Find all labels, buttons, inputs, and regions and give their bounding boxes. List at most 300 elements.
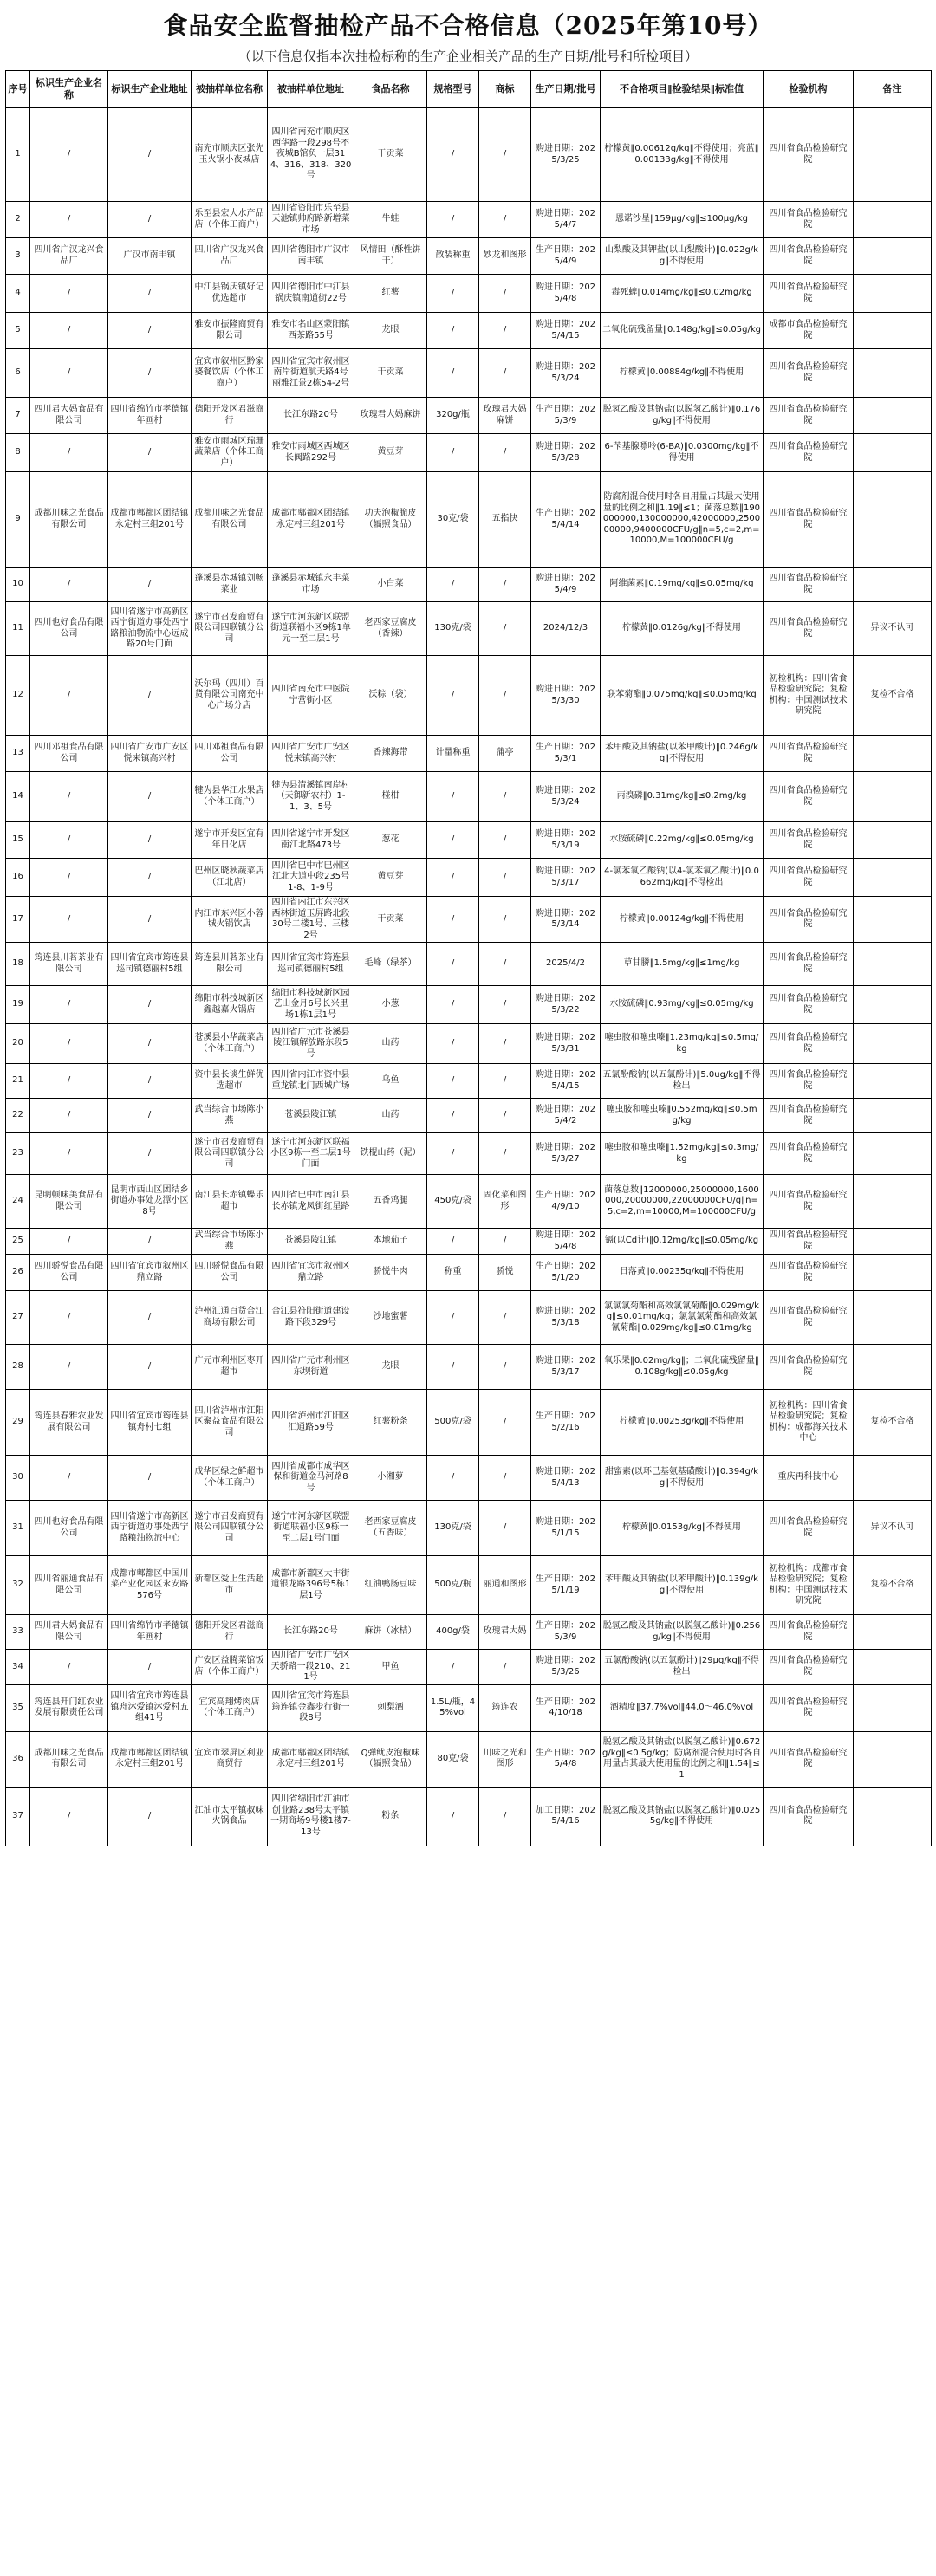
cell-producer-address: 四川省宜宾市筠连县巡司镇德丽村5组 xyxy=(108,943,192,986)
cell-remark xyxy=(854,434,932,472)
cell-sampled-unit-name: 武当综合市场陈小燕 xyxy=(192,1229,268,1255)
cell-spec: 500克/瓶 xyxy=(427,1556,479,1615)
cell-producer-name: / xyxy=(30,568,108,602)
cell-no: 16 xyxy=(6,859,30,897)
cell-producer-name: / xyxy=(30,1456,108,1501)
cell-date-batch: 购进日期：2025/3/24 xyxy=(531,772,601,822)
cell-producer-address: 四川省遂宁市高新区西宁街道办事处西宁路粮油物流中心远成路20号门面 xyxy=(108,602,192,656)
cell-sampled-unit-address: 四川省南充市顺庆区西华路一段298号不夜城B馆负一层314、316、318、320号 xyxy=(268,108,354,202)
cell-sampled-unit-name: 南充市顺庆区张先玉火锅小夜城店 xyxy=(192,108,268,202)
cell-inspection-agency: 四川省食品检验研究院 xyxy=(764,1175,854,1229)
cell-sampled-unit-address: 成都市郫都区团结镇永定村三组201号 xyxy=(268,1731,354,1787)
cell-unqualified-items: 菌落总数‖12000000,25000000,1600000,20000000,22000000CFU/g‖n=5,c=2,m=10000,M=100000CFU/g xyxy=(601,1175,764,1229)
cell-remark xyxy=(854,202,932,238)
cell-remark xyxy=(854,1291,932,1345)
cell-spec: 称重 xyxy=(427,1255,479,1291)
header-food-name: 食品名称 xyxy=(354,71,427,108)
cell-sampled-unit-name: 雅安市振隆商贸有限公司 xyxy=(192,313,268,349)
cell-producer-name: 四川省丽通食品有限公司 xyxy=(30,1556,108,1615)
cell-no: 33 xyxy=(6,1615,30,1650)
cell-remark xyxy=(854,398,932,434)
cell-no: 12 xyxy=(6,656,30,736)
cell-sampled-unit-name: 蓬溪县赤城镇刘畅菜业 xyxy=(192,568,268,602)
cell-trademark: / xyxy=(479,822,531,859)
table-row xyxy=(6,1255,932,1291)
cell-food-name: 椪柑 xyxy=(354,772,427,822)
cell-sampled-unit-address: 成都市郫都区团结镇永定村三组201号 xyxy=(268,472,354,568)
cell-date-batch: 购进日期：2025/4/15 xyxy=(531,1064,601,1099)
cell-no: 29 xyxy=(6,1390,30,1456)
unqualified-products-table xyxy=(5,70,932,1846)
cell-unqualified-items: 苯甲酸及其钠盐(以苯甲酸计)‖0.139g/kg‖不得使用 xyxy=(601,1556,764,1615)
cell-food-name: 干贡菜 xyxy=(354,349,427,398)
cell-date-batch: 购进日期：2025/3/24 xyxy=(531,349,601,398)
cell-remark xyxy=(854,1731,932,1787)
cell-sampled-unit-name: 乐至县宏大水产品店（个体工商户） xyxy=(192,202,268,238)
cell-inspection-agency: 重庆再科技中心 xyxy=(764,1456,854,1501)
cell-sampled-unit-address: 苍溪县陵江镇 xyxy=(268,1099,354,1133)
cell-producer-name: 四川省广汉龙兴食品厂 xyxy=(30,238,108,275)
cell-date-batch: 生产日期：2024/10/18 xyxy=(531,1684,601,1731)
cell-producer-name: / xyxy=(30,1229,108,1255)
cell-spec: / xyxy=(427,1024,479,1064)
cell-date-batch: 购进日期：2025/3/26 xyxy=(531,1650,601,1685)
cell-sampled-unit-name: 遂宁市召发商贸有限公司四联镇分公司 xyxy=(192,602,268,656)
cell-sampled-unit-name: 遂宁市开发区宜有年日化店 xyxy=(192,822,268,859)
cell-trademark: / xyxy=(479,1501,531,1556)
table-row xyxy=(6,1684,932,1731)
table-row xyxy=(6,1390,932,1456)
cell-producer-address: / xyxy=(108,1456,192,1501)
table-row xyxy=(6,275,932,313)
cell-producer-address: 成都市郫都区团结镇永定村三组201号 xyxy=(108,1731,192,1787)
cell-producer-name: / xyxy=(30,822,108,859)
cell-sampled-unit-address: 四川省宜宾市叙州区鼎立路 xyxy=(268,1255,354,1291)
cell-remark xyxy=(854,472,932,568)
cell-producer-name: 成都川味之光食品有限公司 xyxy=(30,472,108,568)
cell-remark xyxy=(854,1684,932,1731)
table-row xyxy=(6,1291,932,1345)
cell-unqualified-items: 毒死蜱‖0.014mg/kg‖≤0.02mg/kg xyxy=(601,275,764,313)
cell-unqualified-items: 酒精度‖37.7%vol‖44.0～46.0%vol xyxy=(601,1684,764,1731)
cell-producer-address: / xyxy=(108,568,192,602)
cell-sampled-unit-address: 四川省遂宁市开发区南江北路473号 xyxy=(268,822,354,859)
cell-trademark: 玫瑰君大妈麻饼 xyxy=(479,398,531,434)
cell-no: 20 xyxy=(6,1024,30,1064)
cell-spec: 320g/瓶 xyxy=(427,398,479,434)
cell-spec: / xyxy=(427,434,479,472)
cell-trademark: 妙龙和图形 xyxy=(479,238,531,275)
cell-sampled-unit-name: 江油市太平镇叔味火锅食品 xyxy=(192,1787,268,1846)
header-producer-name: 标识生产企业名称 xyxy=(30,71,108,108)
cell-sampled-unit-name: 四川省广汉龙兴食品厂 xyxy=(192,238,268,275)
cell-inspection-agency: 四川省食品检验研究院 xyxy=(764,1133,854,1175)
cell-date-batch: 2025/4/2 xyxy=(531,943,601,986)
cell-remark xyxy=(854,986,932,1024)
cell-food-name: 牛蛙 xyxy=(354,202,427,238)
cell-sampled-unit-name: 德阳开发区君滋商行 xyxy=(192,1615,268,1650)
cell-sampled-unit-address: 四川省宜宾市筠连县筠连镇金鑫步行街一段8号 xyxy=(268,1684,354,1731)
cell-no: 22 xyxy=(6,1099,30,1133)
cell-trademark: / xyxy=(479,275,531,313)
cell-trademark: / xyxy=(479,1133,531,1175)
cell-producer-address: / xyxy=(108,108,192,202)
cell-producer-address: / xyxy=(108,1024,192,1064)
cell-inspection-agency: 四川省食品检验研究院 xyxy=(764,568,854,602)
cell-sampled-unit-address: 雅安市雨城区西城区长阀路292号 xyxy=(268,434,354,472)
cell-sampled-unit-address: 四川省宜宾市叙州区南岸街道航天路4号丽雅江景2栋54-2号 xyxy=(268,349,354,398)
cell-spec: / xyxy=(427,1787,479,1846)
cell-trademark: / xyxy=(479,349,531,398)
cell-food-name: 黄豆芽 xyxy=(354,434,427,472)
cell-no: 35 xyxy=(6,1684,30,1731)
table-row xyxy=(6,602,932,656)
cell-food-name: 红薯 xyxy=(354,275,427,313)
cell-trademark: / xyxy=(479,656,531,736)
table-row xyxy=(6,1064,932,1099)
table-row xyxy=(6,568,932,602)
cell-remark: 复检不合格 xyxy=(854,1390,932,1456)
cell-unqualified-items: 苯甲酸及其钠盐(以苯甲酸计)‖0.246g/kg‖不得使用 xyxy=(601,736,764,772)
cell-no: 17 xyxy=(6,897,30,943)
cell-sampled-unit-name: 犍为县华江水果店（个体工商户） xyxy=(192,772,268,822)
cell-sampled-unit-name: 广安区益腾菜馆饭店（个体工商户） xyxy=(192,1650,268,1685)
cell-date-batch: 购进日期：2025/3/19 xyxy=(531,822,601,859)
cell-no: 34 xyxy=(6,1650,30,1685)
cell-spec: / xyxy=(427,897,479,943)
table-row xyxy=(6,1345,932,1390)
cell-inspection-agency: 四川省食品检验研究院 xyxy=(764,108,854,202)
cell-unqualified-items: 柠檬黄‖0.0126g/kg‖不得使用 xyxy=(601,602,764,656)
cell-sampled-unit-name: 泸州汇通百货合江商场有限公司 xyxy=(192,1291,268,1345)
cell-food-name: 山药 xyxy=(354,1099,427,1133)
cell-date-batch: 生产日期：2025/1/20 xyxy=(531,1255,601,1291)
cell-sampled-unit-address: 四川省广安市广安区悦来镇高兴村 xyxy=(268,736,354,772)
cell-trademark: / xyxy=(479,943,531,986)
cell-inspection-agency: 四川省食品检验研究院 xyxy=(764,943,854,986)
cell-spec: 450克/袋 xyxy=(427,1175,479,1229)
cell-food-name: 铁棍山药（泥） xyxy=(354,1133,427,1175)
cell-trademark: / xyxy=(479,1099,531,1133)
cell-producer-address: / xyxy=(108,1345,192,1390)
cell-date-batch: 生产日期：2025/4/14 xyxy=(531,472,601,568)
cell-sampled-unit-address: 四川省巴中市南江县长赤镇龙凤街红星路 xyxy=(268,1175,354,1229)
cell-sampled-unit-name: 遂宁市召发商贸有限公司四联镇分公司 xyxy=(192,1133,268,1175)
cell-sampled-unit-address: 绵阳市科技城新区园艺山金月6号长兴里场1栋1层1号 xyxy=(268,986,354,1024)
cell-food-name: 骄悦牛肉 xyxy=(354,1255,427,1291)
cell-remark: 复检不合格 xyxy=(854,1556,932,1615)
cell-spec: / xyxy=(427,349,479,398)
cell-sampled-unit-address: 四川省成都市成华区保和街道金马河路8号 xyxy=(268,1456,354,1501)
cell-trademark: / xyxy=(479,313,531,349)
cell-unqualified-items: 氧乐果‖0.02mg/kg‖；二氧化硫残留量‖0.108g/kg‖≤0.05g/kg xyxy=(601,1345,764,1390)
cell-no: 30 xyxy=(6,1456,30,1501)
cell-spec: / xyxy=(427,656,479,736)
cell-producer-address: 成都市郫都区团结镇永定村三组201号 xyxy=(108,472,192,568)
cell-producer-address: 四川省绵竹市孝德镇年画村 xyxy=(108,398,192,434)
cell-sampled-unit-name: 资中县长谈生鲜优选超市 xyxy=(192,1064,268,1099)
cell-unqualified-items: 噻虫胺和噻虫嗪‖1.52mg/kg‖≤0.3mg/kg xyxy=(601,1133,764,1175)
cell-trademark: / xyxy=(479,986,531,1024)
table-row xyxy=(6,943,932,986)
cell-producer-name: 筠连县川茗茶业有限公司 xyxy=(30,943,108,986)
cell-trademark: 玫瑰君大妈 xyxy=(479,1615,531,1650)
cell-date-batch: 购进日期：2025/4/13 xyxy=(531,1456,601,1501)
cell-trademark: 骄悦 xyxy=(479,1255,531,1291)
table-row xyxy=(6,1556,932,1615)
cell-food-name: 玫瑰君大妈麻饼 xyxy=(354,398,427,434)
table-row xyxy=(6,736,932,772)
cell-trademark: / xyxy=(479,1456,531,1501)
page-title: 食品安全监督抽检产品不合格信息（2025年第10号） xyxy=(163,11,773,40)
cell-unqualified-items: 脱氢乙酸及其钠盐(以脱氢乙酸计)‖0.256g/kg‖不得使用 xyxy=(601,1615,764,1650)
cell-unqualified-items: 6-苄基腺嘌呤(6-BA)‖0.0300mg/kg‖不得使用 xyxy=(601,434,764,472)
cell-date-batch: 购进日期：2025/4/15 xyxy=(531,313,601,349)
cell-spec: / xyxy=(427,1229,479,1255)
cell-remark xyxy=(854,1456,932,1501)
cell-date-batch: 购进日期：2025/1/15 xyxy=(531,1501,601,1556)
cell-no: 36 xyxy=(6,1731,30,1787)
cell-date-batch: 生产日期：2025/1/19 xyxy=(531,1556,601,1615)
cell-unqualified-items: 柠檬黄‖0.00884g/kg‖不得使用 xyxy=(601,349,764,398)
cell-producer-name: 四川也好食品有限公司 xyxy=(30,1501,108,1556)
cell-sampled-unit-address: 四川省南充市中医院宁营街小区 xyxy=(268,656,354,736)
cell-food-name: 老西家豆腐皮（香辣） xyxy=(354,602,427,656)
cell-remark xyxy=(854,1099,932,1133)
cell-date-batch: 购进日期：2025/4/8 xyxy=(531,1229,601,1255)
cell-sampled-unit-address: 四川省内江市资中县重龙镇北门西城广场 xyxy=(268,1064,354,1099)
cell-inspection-agency: 四川省食品检验研究院 xyxy=(764,1024,854,1064)
cell-sampled-unit-name: 内江市东兴区小蓉城火锅饮店 xyxy=(192,897,268,943)
cell-sampled-unit-name: 筠连县川茗茶业有限公司 xyxy=(192,943,268,986)
cell-remark xyxy=(854,772,932,822)
cell-remark xyxy=(854,1064,932,1099)
cell-inspection-agency: 四川省食品检验研究院 xyxy=(764,1731,854,1787)
cell-food-name: 乌鱼 xyxy=(354,1064,427,1099)
cell-food-name: 红薯粉条 xyxy=(354,1390,427,1456)
cell-no: 32 xyxy=(6,1556,30,1615)
cell-trademark: / xyxy=(479,568,531,602)
cell-producer-name: 筠连县春雅农业发展有限公司 xyxy=(30,1390,108,1456)
table-row xyxy=(6,349,932,398)
cell-sampled-unit-name: 宜宾高翔烤肉店（个体工商户） xyxy=(192,1684,268,1731)
cell-producer-address: / xyxy=(108,986,192,1024)
cell-sampled-unit-address: 犍为县清溪镇南岸村（天御新农村）1-1、3、5号 xyxy=(268,772,354,822)
cell-remark xyxy=(854,1787,932,1846)
cell-date-batch: 购进日期：2025/3/17 xyxy=(531,859,601,897)
cell-no: 4 xyxy=(6,275,30,313)
cell-unqualified-items: 噻虫胺和噻虫嗪‖0.552mg/kg‖≤0.5mg/kg xyxy=(601,1099,764,1133)
table-row xyxy=(6,313,932,349)
cell-no: 19 xyxy=(6,986,30,1024)
cell-inspection-agency: 四川省食品检验研究院 xyxy=(764,1255,854,1291)
cell-date-batch: 购进日期：2025/3/27 xyxy=(531,1133,601,1175)
cell-unqualified-items: 镉(以Cd计)‖0.12mg/kg‖≤0.05mg/kg xyxy=(601,1229,764,1255)
cell-spec: / xyxy=(427,108,479,202)
table-row xyxy=(6,238,932,275)
cell-trademark: 蒲亭 xyxy=(479,736,531,772)
cell-sampled-unit-address: 四川省绵阳市江油市创业路238号太平镇一期商场9号楼1楼7-13号 xyxy=(268,1787,354,1846)
cell-unqualified-items: 柠檬黄‖0.00253g/kg‖不得使用 xyxy=(601,1390,764,1456)
table-header xyxy=(6,71,932,108)
cell-food-name: 风情田（酥性饼干） xyxy=(354,238,427,275)
cell-spec: 80克/袋 xyxy=(427,1731,479,1787)
cell-food-name: 小葱 xyxy=(354,986,427,1024)
cell-no: 24 xyxy=(6,1175,30,1229)
cell-sampled-unit-address: 四川省广元市利州区东坝街道 xyxy=(268,1345,354,1390)
cell-date-batch: 购进日期：2025/3/14 xyxy=(531,897,601,943)
cell-trademark: / xyxy=(479,772,531,822)
cell-inspection-agency: 四川省食品检验研究院 xyxy=(764,472,854,568)
table-row xyxy=(6,434,932,472)
table-row xyxy=(6,202,932,238)
cell-remark xyxy=(854,1615,932,1650)
cell-sampled-unit-name: 雅安市雨城区瑞珊蔬菜店（个体工商户） xyxy=(192,434,268,472)
cell-spec: / xyxy=(427,1291,479,1345)
cell-sampled-unit-name: 南江县长赤镇蝶乐超市 xyxy=(192,1175,268,1229)
cell-producer-name: / xyxy=(30,859,108,897)
cell-sampled-unit-address: 遂宁市河东新区联盟街道联福小区9栋1单元一至二层1号 xyxy=(268,602,354,656)
cell-spec: 130克/袋 xyxy=(427,1501,479,1556)
cell-spec: / xyxy=(427,859,479,897)
cell-producer-address: / xyxy=(108,822,192,859)
cell-sampled-unit-name: 巴州区晓秋蔬菜店（江北店） xyxy=(192,859,268,897)
cell-no: 31 xyxy=(6,1501,30,1556)
cell-producer-address: / xyxy=(108,1787,192,1846)
cell-producer-name: 筠连县开门红农业发展有限责任公司 xyxy=(30,1684,108,1731)
cell-food-name: 五香鸡腿 xyxy=(354,1175,427,1229)
table-row xyxy=(6,986,932,1024)
cell-sampled-unit-name: 遂宁市召发商贸有限公司四联镇分公司 xyxy=(192,1501,268,1556)
cell-date-batch: 生产日期：2024/9/10 xyxy=(531,1175,601,1229)
cell-producer-name: / xyxy=(30,1024,108,1064)
cell-sampled-unit-address: 四川省广元市苍溪县陵江镇解放路东段5号 xyxy=(268,1024,354,1064)
cell-spec: / xyxy=(427,822,479,859)
cell-inspection-agency: 初检机构：成都市食品检验研究院；复检机构：中国测试技术研究院 xyxy=(764,1556,854,1615)
cell-sampled-unit-address: 雅安市名山区蒙阳镇西茶路55号 xyxy=(268,313,354,349)
cell-trademark: 固化菜和图形 xyxy=(479,1175,531,1229)
cell-inspection-agency: 初检机构：四川省食品检验研究院；复检机构：中国测试技术研究院 xyxy=(764,656,854,736)
cell-inspection-agency: 四川省食品检验研究院 xyxy=(764,1229,854,1255)
cell-producer-address: / xyxy=(108,349,192,398)
cell-inspection-agency: 四川省食品检验研究院 xyxy=(764,349,854,398)
cell-inspection-agency: 四川省食品检验研究院 xyxy=(764,1345,854,1390)
cell-no: 18 xyxy=(6,943,30,986)
cell-sampled-unit-name: 宜宾市翠屏区利业商贸行 xyxy=(192,1731,268,1787)
cell-trademark: / xyxy=(479,202,531,238)
cell-no: 14 xyxy=(6,772,30,822)
cell-food-name: 小湘萝 xyxy=(354,1456,427,1501)
cell-unqualified-items: 水胺硫磷‖0.93mg/kg‖≤0.05mg/kg xyxy=(601,986,764,1024)
cell-remark: 异议不认可 xyxy=(854,602,932,656)
cell-no: 25 xyxy=(6,1229,30,1255)
table-row xyxy=(6,1456,932,1501)
cell-producer-name: 四川君大妈食品有限公司 xyxy=(30,1615,108,1650)
cell-no: 5 xyxy=(6,313,30,349)
cell-inspection-agency: 四川省食品检验研究院 xyxy=(764,1684,854,1731)
cell-producer-address: 四川省绵竹市孝德镇年画村 xyxy=(108,1615,192,1650)
cell-remark xyxy=(854,275,932,313)
cell-date-batch: 生产日期：2025/4/9 xyxy=(531,238,601,275)
cell-trademark: 五指快 xyxy=(479,472,531,568)
cell-spec: / xyxy=(427,202,479,238)
cell-inspection-agency: 四川省食品检验研究院 xyxy=(764,986,854,1024)
cell-producer-name: 四川邓祖食品有限公司 xyxy=(30,736,108,772)
cell-spec: 30克/袋 xyxy=(427,472,479,568)
cell-spec: / xyxy=(427,1345,479,1390)
cell-producer-address: / xyxy=(108,1064,192,1099)
cell-food-name: 功夫泡椒脆皮（辐照食品） xyxy=(354,472,427,568)
cell-food-name: 沃粽（袋） xyxy=(354,656,427,736)
cell-producer-address: / xyxy=(108,1291,192,1345)
cell-food-name: 老西家豆腐皮（五香味） xyxy=(354,1501,427,1556)
cell-remark xyxy=(854,1255,932,1291)
cell-remark xyxy=(854,859,932,897)
cell-spec: 130克/袋 xyxy=(427,602,479,656)
cell-no: 13 xyxy=(6,736,30,772)
cell-producer-name: / xyxy=(30,202,108,238)
cell-unqualified-items: 脱氢乙酸及其钠盐(以脱氢乙酸计)‖0.176g/kg‖不得使用 xyxy=(601,398,764,434)
header-producer-address: 标识生产企业地址 xyxy=(108,71,192,108)
cell-date-batch: 生产日期：2025/2/16 xyxy=(531,1390,601,1456)
cell-no: 2 xyxy=(6,202,30,238)
cell-date-batch: 购进日期：2025/3/25 xyxy=(531,108,601,202)
cell-no: 27 xyxy=(6,1291,30,1345)
cell-no: 11 xyxy=(6,602,30,656)
cell-no: 3 xyxy=(6,238,30,275)
cell-spec: / xyxy=(427,943,479,986)
cell-unqualified-items: 柠檬黄‖0.0153g/kg‖不得使用 xyxy=(601,1501,764,1556)
cell-trademark: / xyxy=(479,434,531,472)
cell-unqualified-items: 柠檬黄‖0.00124g/kg‖不得使用 xyxy=(601,897,764,943)
cell-sampled-unit-name: 四川骄悦食品有限公司 xyxy=(192,1255,268,1291)
cell-inspection-agency: 四川省食品检验研究院 xyxy=(764,1787,854,1846)
cell-inspection-agency: 成都市食品检验研究院 xyxy=(764,313,854,349)
cell-no: 6 xyxy=(6,349,30,398)
cell-unqualified-items: 噻虫胺和噻虫嗪‖1.23mg/kg‖≤0.5mg/kg xyxy=(601,1024,764,1064)
cell-spec: 400g/袋 xyxy=(427,1615,479,1650)
table-row xyxy=(6,1787,932,1846)
table-row xyxy=(6,1650,932,1685)
cell-sampled-unit-address: 遂宁市河东新区联盟街道联福小区9栋一至二层1号门面 xyxy=(268,1501,354,1556)
cell-producer-address: 四川省宜宾市筠连县镇舟沐爱镇沐爱村五组41号 xyxy=(108,1684,192,1731)
cell-producer-address: 四川省广安市广安区悦来镇高兴村 xyxy=(108,736,192,772)
cell-spec: 1.5L/瓶，45%vol xyxy=(427,1684,479,1731)
cell-spec: / xyxy=(427,772,479,822)
cell-spec: / xyxy=(427,1064,479,1099)
cell-remark xyxy=(854,943,932,986)
cell-inspection-agency: 四川省食品检验研究院 xyxy=(764,602,854,656)
cell-remark xyxy=(854,1175,932,1229)
cell-producer-address: / xyxy=(108,1229,192,1255)
cell-trademark: / xyxy=(479,602,531,656)
cell-sampled-unit-address: 四川省泸州市江阳区汇通路59号 xyxy=(268,1390,354,1456)
table-row xyxy=(6,398,932,434)
cell-trademark: / xyxy=(479,108,531,202)
cell-producer-address: / xyxy=(108,772,192,822)
cell-remark xyxy=(854,313,932,349)
cell-date-batch: 购进日期：2025/3/17 xyxy=(531,1345,601,1390)
cell-inspection-agency: 四川省食品检验研究院 xyxy=(764,772,854,822)
cell-producer-name: / xyxy=(30,108,108,202)
cell-sampled-unit-name: 武当综合市场陈小燕 xyxy=(192,1099,268,1133)
cell-producer-name: 四川君大妈食品有限公司 xyxy=(30,398,108,434)
header-trademark: 商标 xyxy=(479,71,531,108)
cell-remark xyxy=(854,349,932,398)
cell-food-name: 黄豆芽 xyxy=(354,859,427,897)
table-row xyxy=(6,1501,932,1556)
cell-producer-address: / xyxy=(108,1650,192,1685)
